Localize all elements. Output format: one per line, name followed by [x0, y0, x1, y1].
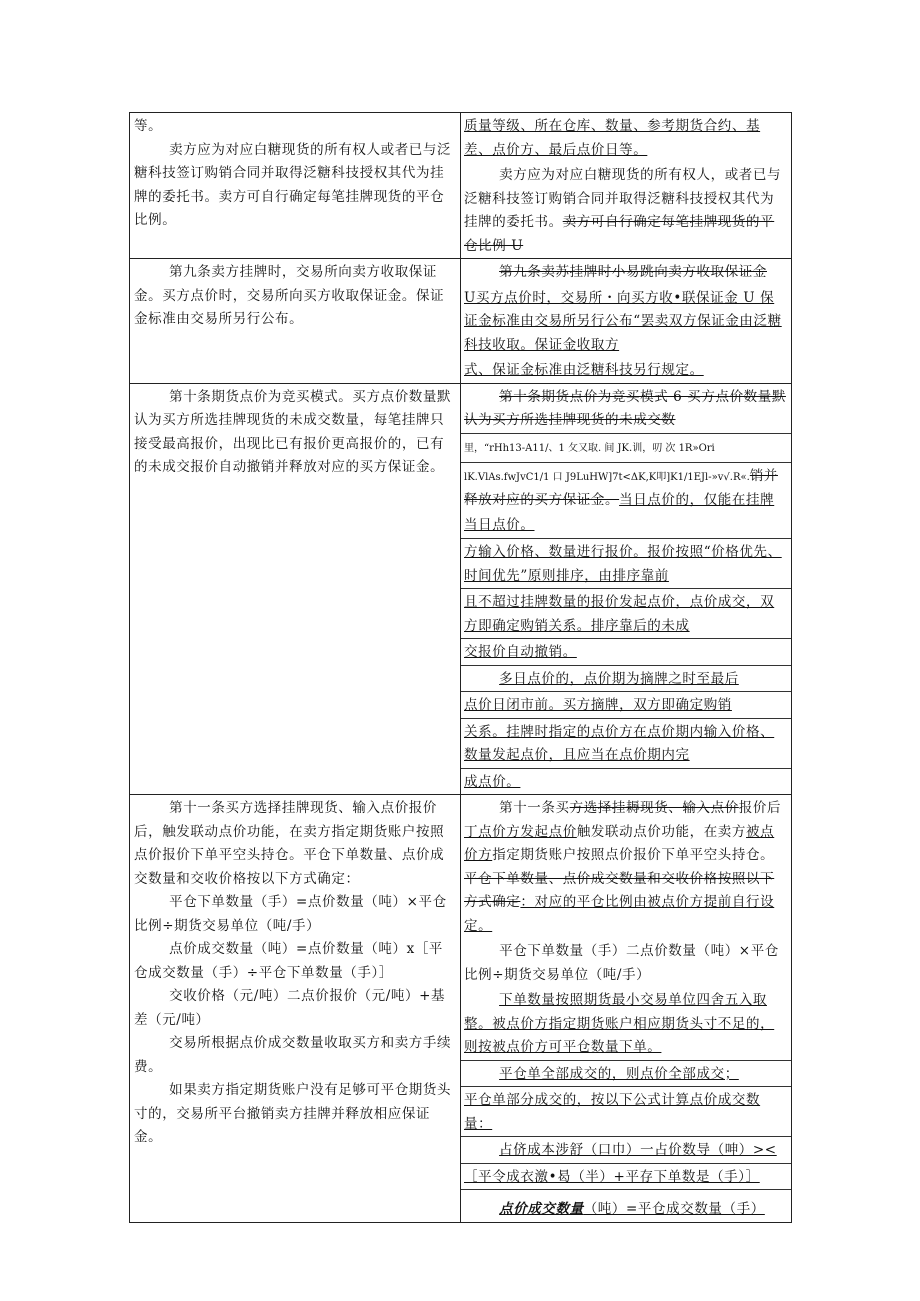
deleted-text: 平仓下单数量、点价成交数量和交收价格按照以下方式确定: [464, 870, 775, 910]
inserted-text: 下单数量按照期货最小交易单位四舍五入取整。被点价方指定期货账户相应期货头寸不足的，则按被点价方可平仓数量下单。: [464, 992, 775, 1055]
revised-clause-cell: [461, 383, 792, 795]
deleted-text: 卖方可自行确定每笔挂牌现货的平仓比例 U: [464, 214, 775, 254]
deleted-text: 方选择挂耨现货、输入点价: [569, 800, 739, 816]
paragraph: 如果卖方指定期货账户没有足够可平仓期货头寸的，交易所平台撤销卖方挂牌并释放相应保证金。: [134, 1082, 452, 1145]
paragraph: 卖方应为对应白糖现货的所有权人，或者已与泛糖科技签订购销合同并取得泛糖科技授权其代为挂牌的委托书。: [464, 167, 782, 230]
paragraph: 指定期货账户按照点价报价下单平空头持仓。: [492, 847, 775, 863]
paragraph: 第十一条买: [499, 800, 570, 816]
inserted-text: 点价成交数量: [499, 1201, 584, 1217]
inserted-text: 被点价方: [464, 823, 775, 863]
garbled-text: 里，“rHh13-A11/、1 攵又取. 间 JK.训，叨 次 1R»Ori: [464, 442, 715, 454]
revised-clause-cell: [461, 795, 792, 1223]
paragraph: 报价后: [738, 800, 782, 816]
inserted-text: 成点价。: [464, 773, 521, 790]
inserted-text: 平仓单全部成交的，则点价全部成交；: [499, 1065, 739, 1082]
document-page: [129, 112, 791, 1223]
original-clause-cell: [130, 795, 461, 1223]
paragraph: 卖方应为对应白糖现货的所有权人或者已与泛糖科技签订购销合同并取得泛糖科技授权其代为挂牌的委托书。卖方可自行确定每笔挂牌现货的平仓比例。: [134, 141, 452, 228]
inserted-text: 平仓单部分成交的，按以下公式计算点价成交数量：: [464, 1092, 761, 1132]
revised-clause-cell: [461, 113, 792, 259]
formula-garbled: ［平令成衣激•曷（半）+平存下单数是（手）］: [464, 1168, 760, 1185]
paragraph: 第九条卖方挂牌时，交易所向卖方收取保证金。买方点价时，交易所向买方收取保证金。保证金标准由交易所另行公布。: [134, 264, 445, 327]
formula: 交收价格（元/吨）二点价报价（元/吨）+基差（元/吨）: [134, 988, 446, 1028]
original-clause-cell: [130, 113, 461, 259]
original-clause-cell: [130, 383, 461, 795]
paragraph: 第十一条买方选择挂牌现货、输入点价报价后，触发联动点价功能，在卖方指定期货账户按照点价报价下单平空头持仓。平仓下单数量、点价成交数量和交收价格按以下方式确定：: [134, 800, 445, 887]
paragraph: 交易所根据点价成交数量收取买方和卖方手续费。: [134, 1035, 452, 1075]
inserted-text: ：对应的平仓比例由被点价方提前自行设定。: [464, 894, 775, 934]
inserted-text: 关系。挂牌时指定的点价方在点价期内输入价格、数量发起点价，且应当在点价期内完: [464, 723, 775, 763]
formula: 平仓下单数量（手）二点价数量（吨）×平仓比例÷期货交易单位（吨/手）: [464, 943, 779, 983]
inserted-text: 方输入价格、数量进行报价。报价按照“价格优先、时间优先”原则排序，由排序靠前: [464, 544, 782, 584]
deleted-text: 第十条期货点价为竞买模式 6 买方点价数量默认为买方所选挂牌现货的未成交数: [464, 388, 786, 428]
garbled-text: lK.VlAs.fwJvC1/1 口 J9LuHW]7t<ΔK,K叩]K1/1EJl-»v√.R«.: [464, 471, 750, 483]
inserted-text: 式、保证金标准由泛糖科技另行规定。: [464, 362, 704, 378]
table-row: [130, 795, 792, 1223]
formula: 点价成交数量（吨）=点价数量（吨）x［平仓成交数量（手）÷平仓下单数量（手）］: [134, 941, 444, 981]
paragraph: 触发联动点价功能，在卖方: [576, 823, 747, 840]
revised-clause-cell: [461, 259, 792, 384]
paragraph: 第十条期货点价为竞买模式。买方点价数量默认为买方所选挂牌现货的未成交数量，每笔挂牌只接受最高报价，出现比已有报价更高报价的，已有的未成交报价自动撤销并释放对应的买方保证金。: [134, 388, 452, 475]
formula-garbled: 占侪成本涉舒（口巾）一占价数导（呻）><: [499, 1142, 777, 1158]
inserted-text: 多日点价的，点价期为摘牌之时至最后: [499, 670, 739, 687]
inserted-text: 且不超过挂牌数量的报价发起点价，点价成交，双方即确定购销关系。排序靠后的未成: [464, 594, 775, 634]
inserted-text: 质量等级、所在仓库、数量、参考期货合约、基差、点价方、最后点价日等。: [464, 118, 761, 158]
comparison-table: [129, 112, 792, 1223]
inserted-text: 交报价自动撤销。: [464, 644, 577, 660]
original-clause-cell: [130, 259, 461, 384]
table-row: [130, 113, 792, 259]
deleted-text: 销并释放对应的买方保证金。: [464, 467, 778, 508]
inserted-text: 当日点价的，仅能在挂牌当日点价。: [464, 492, 775, 533]
inserted-text: U买方点价时，交易所・向买方收•联保证金 U 保证金标准由交易所另行公布“罢卖双方保证金由泛糖科技收取。保证金收取方: [464, 289, 782, 353]
paragraph: 等。: [134, 118, 163, 134]
table-row: [130, 383, 792, 795]
table-row: [130, 259, 792, 384]
deleted-text: 第九条卖苏挂牌时小易跳向卖方收取保证金: [499, 264, 767, 280]
inserted-text: （吨）=平仓成交数量（手）: [583, 1201, 765, 1217]
inserted-text: 丁点价方发起点价: [464, 823, 577, 840]
formula: 平仓下单数量（手）=点价数量（吨）×平仓比例÷期货交易单位（吨/手）: [134, 894, 447, 934]
inserted-text: 点价日闭市前。买方摘牌，双方即确定购销: [464, 697, 732, 713]
